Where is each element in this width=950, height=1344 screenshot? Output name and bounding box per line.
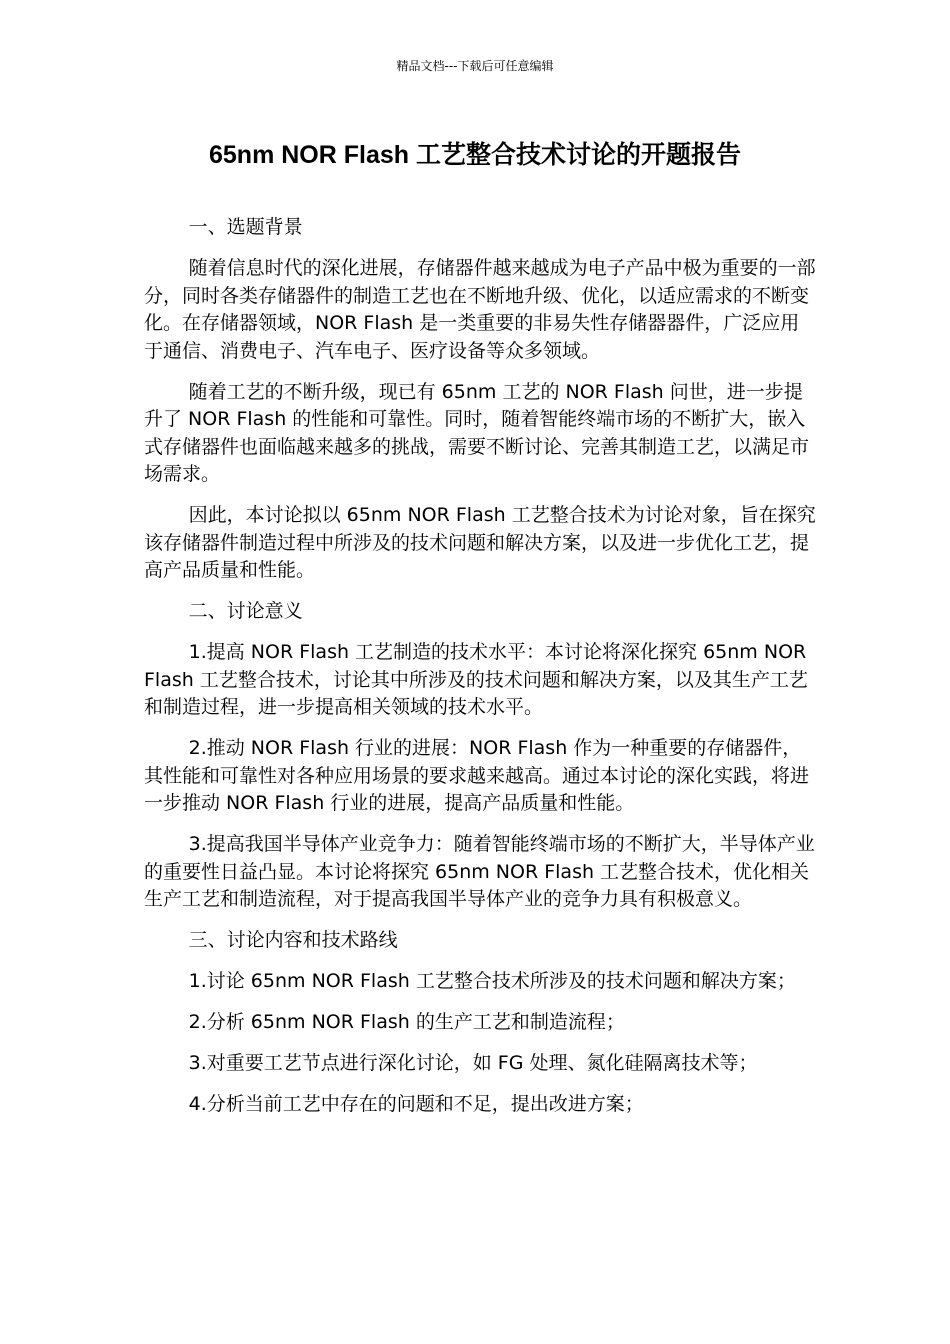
paragraph-significance-1: 1.提高 NOR Flash 工艺制造的技术水平：本讨论将深化探究 65nm NOR Flash 工艺整合技术，讨论其中所涉及的技术问题和解决方案，以及其生产工艺和制造过程，进一步提高相关领域的技术水平。 xyxy=(144,641,808,718)
paragraph-significance-3: 3.提高我国半导体产业竞争力：随着智能终端市场的不断扩大，半导体产业的重要性日益凸显。本讨论将探究 65nm NOR Flash 工艺整合技术，优化相关生产工艺和制造流程，对于提高我国半导体产业的竞争力具有积极意义。 xyxy=(144,833,815,910)
paragraph-significance-2: 2.推动 NOR Flash 行业的进展：NOR Flash 作为一种重要的存储器件，其性能和可靠性对各种应用场景的要求越来越高。通过本讨论的深化实践，将进一步推动 NOR Flash 行业的进展，提高产品质量和性能。 xyxy=(144,737,810,814)
page-header: 精品文档---下载后可任意编辑 xyxy=(396,59,554,73)
section-heading-significance: 二、讨论意义 xyxy=(188,600,303,622)
list-item-content-3: 3.对重要工艺节点进行深化讨论，如 FG 处理、氮化硅隔离技术等； xyxy=(188,1052,758,1074)
section-heading-background: 一、选题背景 xyxy=(188,216,303,238)
paragraph-background-2: 随着工艺的不断升级，现已有 65nm 工艺的 NOR Flash 问世，进一步提升了 NOR Flash 的性能和可靠性。同时，随着智能终端市场的不断扩大，嵌入式存储器件也面临越来越多的挑战，需要不断讨论、完善其制造工艺，以满足市场需求。 xyxy=(144,380,810,485)
list-item-content-4: 4.分析当前工艺中存在的问题和不足，提出改进方案； xyxy=(188,1093,644,1115)
section-heading-content-route: 三、讨论内容和技术路线 xyxy=(188,929,398,951)
document-title: 65nm NOR Flash 工艺整合技术讨论的开题报告 xyxy=(209,141,741,169)
paragraph-background-1: 随着信息时代的深化进展，存储器件越来越成为电子产品中极为重要的一部分，同时各类存储器件的制造工艺也在不断地升级、优化，以适应需求的不断变化。在存储器领域，NOR Flash 是一类重要的非易失性存储器器件，广泛应用于通信、消费电子、汽车电子、医疗设备等众多领域。 xyxy=(144,257,816,362)
paragraph-background-3: 因此，本讨论拟以 65nm NOR Flash 工艺整合技术为讨论对象，旨在探究该存储器件制造过程中所涉及的技术问题和解决方案，以及进一步优化工艺，提高产品质量和性能。 xyxy=(144,504,816,581)
document-body xyxy=(144,214,816,1132)
list-item-content-1: 1.讨论 65nm NOR Flash 工艺整合技术所涉及的技术问题和解决方案； xyxy=(188,970,796,992)
list-item-content-2: 2.分析 65nm NOR Flash 的生产工艺和制造流程； xyxy=(188,1011,625,1033)
